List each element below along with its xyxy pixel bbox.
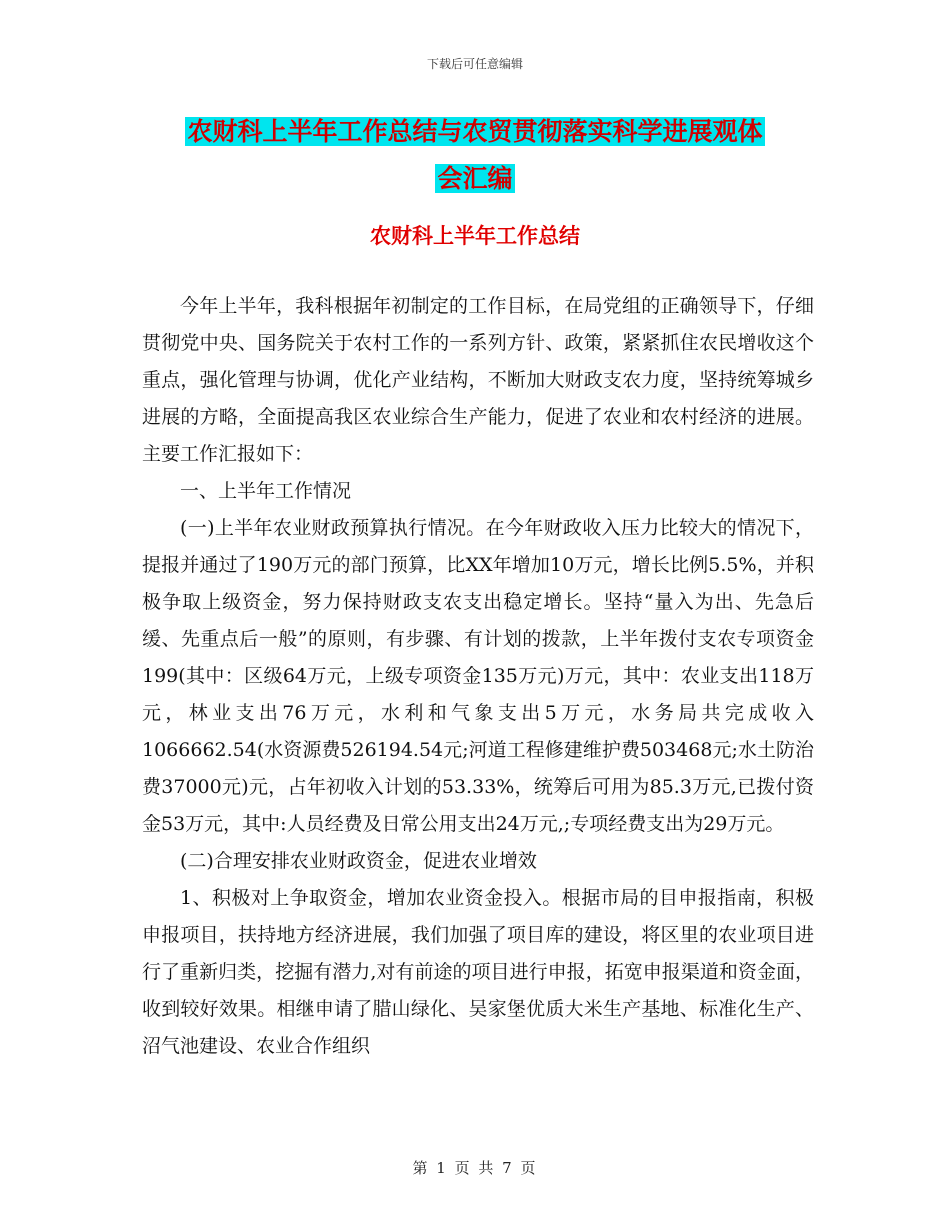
document-title-line-1: 农财科上半年工作总结与农贸贯彻落实科学进展观体 xyxy=(187,117,763,146)
paragraph-intro: 今年上半年，我科根据年初制定的工作目标，在局党组的正确领导下，仔细贯彻党中央、国务院关于农村工作的一系列方针、政策，紧紧抓住农民增收这个重点，强化管理与协调，优化产业结构，不断加大财政支农力度，坚持统筹城乡进展的方略，全面提高我区农业综合生产能力，促进了农业和农村经济的进展。主要工作汇报如下： xyxy=(142,295,814,465)
paragraph-funding: 1、积极对上争取资金，增加农业资金投入。根据市局的目申报指南，积极申报项目，扶持地方经济进展，我们加强了项目库的建设，将区里的农业项目进行了重新归类，挖掘有潜力,对有前途的项目进行申报，拓宽申报渠道和资金面，收到较好效果。相继申请了腊山绿化、吴家堡优质大米生产基地、标准化生产、沼气池建设、农业合作组织 xyxy=(142,887,814,1057)
page-footer: 第 1 页 共 7 页 xyxy=(412,1159,538,1177)
document-body xyxy=(142,288,814,1065)
section-title: 农财科上半年工作总结 xyxy=(370,223,580,248)
page-header-note: 下载后可任意编辑 xyxy=(426,57,523,71)
paragraph-heading-2: (二)合理安排农业财政资金，促进农业增效 xyxy=(180,850,537,872)
paragraph-heading-1: 一、上半年工作情况 xyxy=(180,480,352,502)
document-title xyxy=(0,108,950,202)
paragraph-budget: (一)上半年农业财政预算执行情况。在今年财政收入压力比较大的情况下，提报并通过了190万元的部门预算，比XX年增加10万元，增长比例5.5%，并积极争取上级资金，努力保持财政支农支出稳定增长。坚持“量入为出、先急后缓、先重点后一般”的原则，有步骤、有计划的拨款，上半年拨付支农专项资金199(其中：区级64万元，上级专项资金135万元)万元，其中：农业支出118万元，林业支出76万元，水利和气象支出5万元，水务局共完成收入1066662.54(水资源费526194.54元;河道工程修建维护费503468元;水土防治费37000元)元，占年初收入计划的53.33%，统筹后可用为85.3万元,已拨付资金53万元，其中:人员经费及日常公用支出24万元,;专项经费支出为29万元。 xyxy=(142,517,814,835)
document-title-line-2: 会汇编 xyxy=(437,164,513,193)
